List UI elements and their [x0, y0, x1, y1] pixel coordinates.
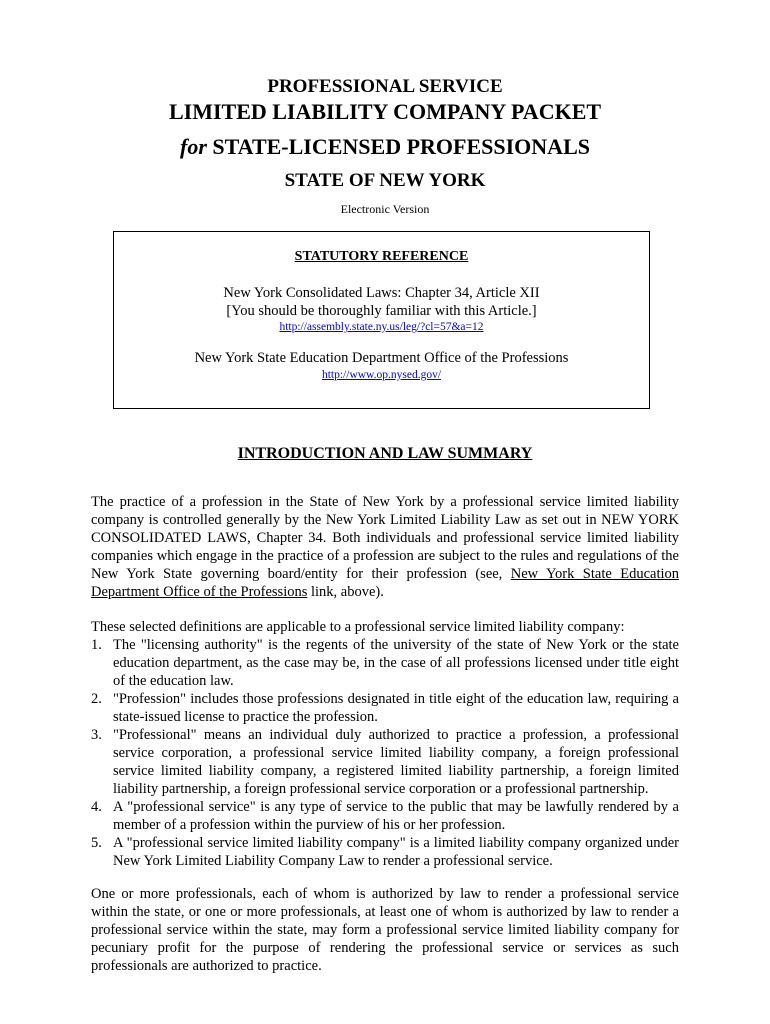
definitions-section — [91, 618, 679, 870]
title-line-3-rest: STATE-LICENSED PROFESSIONALS — [206, 134, 590, 159]
definition-item — [91, 834, 679, 870]
definitions-list — [91, 636, 679, 870]
title-state: STATE OF NEW YORK — [284, 170, 486, 191]
p1-end: link, above). — [307, 584, 384, 600]
definition-text: A "professional service limited liability company" is a limited liability company organized under New York Limited Liability Company Law to render a professional service. — [113, 835, 679, 869]
definition-item — [91, 636, 679, 690]
intro-paragraph-1 — [91, 493, 679, 601]
title-line-3 — [0, 134, 770, 160]
definition-item — [91, 798, 679, 834]
statutory-law: New York Consolidated Laws: Chapter 34, Article XII — [223, 285, 540, 301]
law-link-row — [114, 321, 649, 333]
statutory-note: [You should be thoroughly familiar with this Article.] — [226, 303, 537, 319]
statutory-office: New York State Education Department Office of the Professions — [194, 350, 569, 366]
p1-office-link[interactable]: New York State Education Department Office of the Professions — [91, 566, 679, 600]
title-for: for — [180, 134, 207, 159]
definition-number: 5. — [91, 835, 102, 851]
definitions-lead: These selected definitions are applicable to a professional service limited liability company: — [91, 619, 625, 635]
definition-text: The "licensing authority" is the regents of the university of the state of New York or the state education department, as the case may be, in the case of all professions licensed under title eight of the education law. — [113, 637, 679, 689]
statutory-reference-box — [113, 231, 650, 409]
definition-text: "Professional" means an individual duly authorized to practice a profession, a professional service corporation, a professional service limited liability company, a foreign professional service limited liability company, a registered limited liability partnership, a foreign limited liability partnership, a foreign professional service corporation or a professional partnership. — [113, 727, 679, 797]
title-line-2: LIMITED LIABILITY COMPANY PACKET — [168, 99, 602, 124]
definition-number: 1. — [91, 637, 102, 653]
definition-number: 3. — [91, 727, 102, 743]
p1-text: The practice of a profession in the State of New York by a professional service limited liability company is controlled generally by the New York Limited Liability Law as set out in NEW YORK CONSOLIDATED LAWS, Chapter 34. Both individuals and professional service limited liability companies which engage in the practice of a profession are subject to the rules and regulations of the New York State governing board/entity for their profession (see, — [91, 494, 679, 582]
statutory-heading: STATUTORY REFERENCE — [294, 249, 469, 264]
definition-number: 2. — [91, 691, 102, 707]
definition-text: "Profession" includes those professions designated in title eight of the education law, requiring a state-issued license to practice the profession. — [113, 691, 679, 725]
intro-heading: INTRODUCTION AND LAW SUMMARY — [237, 445, 533, 462]
office-link-row — [114, 369, 649, 381]
version-label: Electronic Version — [340, 202, 430, 216]
definition-number: 4. — [91, 799, 102, 815]
law-link[interactable]: http://assembly.state.ny.us/leg/?cl=57&a=12 — [279, 321, 484, 333]
definition-item — [91, 726, 679, 798]
definition-text: A "professional service" is any type of service to the public that may be lawfully rendered by a member of a profession within the purview of his or her profession. — [113, 799, 679, 833]
title-line-1: PROFESSIONAL SERVICE — [267, 76, 503, 97]
intro-paragraph-3: One or more professionals, each of whom is authorized by law to render a professional service within the state, or one or more professionals, at least one of whom is authorized by law to render a professional service within the state, may form a professional service limited liability company for pecuniary profit for the purpose of rendering the professional service or services as such professionals are authorized to practice. — [91, 886, 679, 974]
definition-item — [91, 690, 679, 726]
office-link[interactable]: http://www.op.nysed.gov/ — [321, 369, 442, 381]
